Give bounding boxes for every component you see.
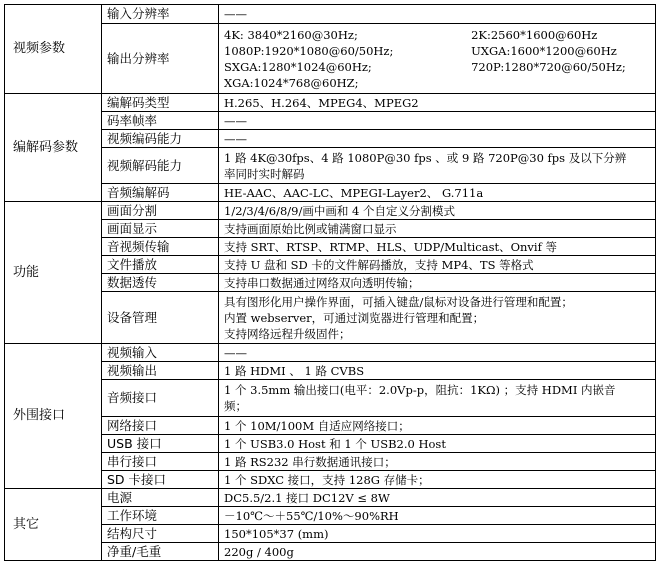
table-row — [5, 435, 656, 453]
value-line: DC5.5/2.1 接口 DC12V ≤ 8W — [224, 490, 390, 505]
table-row — [5, 112, 656, 130]
resolution-grid — [224, 27, 650, 91]
value-line: 1 路 HDMI 、 1 路 CVBS — [224, 363, 365, 378]
table-row — [5, 220, 656, 238]
value-cell — [219, 543, 656, 561]
category-cell: 其它 — [5, 489, 102, 561]
item-cell: SD 卡接口 — [102, 471, 219, 489]
value-line: 频； — [224, 399, 247, 413]
value-line: —— — [224, 113, 247, 128]
item-cell: 净重/毛重 — [102, 543, 219, 561]
value-cell — [219, 471, 656, 489]
resolution-entry: UXGA:1600*1200@60Hz — [471, 43, 617, 58]
value-line: 内置 webserver，可通过浏览器进行管理和配置； — [224, 310, 485, 325]
table-row — [5, 202, 656, 220]
value-cell — [219, 184, 656, 202]
value-cell — [219, 435, 656, 453]
item-cell: 结构尺寸 — [102, 525, 219, 543]
table-row — [5, 471, 656, 489]
value-line: 支持 SRT、RTSP、RTMP、HLS、UDP/Multicast、Onvif 等 — [224, 239, 558, 254]
value-cell — [219, 238, 656, 256]
item-cell: 串行接口 — [102, 453, 219, 471]
category-cell: 外围接口 — [5, 344, 102, 489]
value-line: 支持画面原始比例或铺满窗口显示 — [224, 221, 397, 236]
item-cell: 视频输出 — [102, 362, 219, 380]
item-cell: 网络接口 — [102, 417, 219, 435]
value-cell — [219, 256, 656, 274]
value-line: 1 个 10M/100M 自适应网络接口； — [224, 418, 410, 433]
spec-table — [4, 4, 656, 561]
item-cell: USB 接口 — [102, 435, 219, 453]
value-cell — [219, 148, 656, 184]
table-row — [5, 184, 656, 202]
value-cell — [219, 5, 656, 24]
value-line: －10℃～＋55℃/10%～90%RH — [224, 508, 399, 523]
table-row — [5, 453, 656, 471]
value-line: 150*105*37 (mm) — [224, 526, 329, 541]
item-cell: 文件播放 — [102, 256, 219, 274]
table-row — [5, 525, 656, 543]
table-row — [5, 238, 656, 256]
item-cell: 编解码类型 — [102, 94, 219, 112]
item-cell: 电源 — [102, 489, 219, 507]
value-line: 1 个 3.5mm 输出接口(电平：2.0Vp-p，阻抗：1KΩ) ；支持 HDMI 内嵌音 — [224, 383, 616, 397]
resolution-entry: 720P:1280*720@60/50Hz; — [471, 59, 626, 74]
value-cell — [219, 507, 656, 525]
value-cell — [219, 130, 656, 148]
value-line: 1 个 SDXC 接口，支持 128G 存储卡； — [224, 472, 430, 487]
value-cell — [219, 94, 656, 112]
value-line: —— — [224, 131, 247, 146]
table-row — [5, 274, 656, 292]
item-cell: 工作环境 — [102, 507, 219, 525]
item-cell: 输入分辨率 — [102, 5, 219, 24]
value-cell — [219, 24, 656, 94]
value-line: 支持串口数据通过网络双向透明传输； — [224, 275, 420, 290]
table-row — [5, 344, 656, 362]
table-row — [5, 292, 656, 344]
value-line: —— — [224, 345, 247, 360]
value-line: —— — [224, 7, 247, 21]
table-row — [5, 256, 656, 274]
value-line: 支持网络远程升级固件； — [224, 326, 351, 341]
value-cell — [219, 292, 656, 344]
item-cell: 画面显示 — [102, 220, 219, 238]
value-cell — [219, 362, 656, 380]
table-row — [5, 417, 656, 435]
value-cell — [219, 202, 656, 220]
value-cell — [219, 489, 656, 507]
item-cell: 音视频传输 — [102, 238, 219, 256]
item-cell: 音频接口 — [102, 380, 219, 417]
table-row — [5, 94, 656, 112]
table-row — [5, 24, 656, 94]
resolution-entry — [471, 75, 650, 91]
value-cell — [219, 220, 656, 238]
item-cell: 视频输入 — [102, 344, 219, 362]
value-line: 1 个 USB3.0 Host 和 1 个 USB2.0 Host — [224, 436, 446, 451]
value-line: H.265、H.264、MPEG4、MPEG2 — [224, 95, 419, 110]
table-row — [5, 362, 656, 380]
category-cell: 编解码参数 — [5, 94, 102, 202]
table-row — [5, 5, 656, 24]
value-line: HE-AAC、AAC-LC、MPEGI-Layer2、 G.711a — [224, 185, 484, 200]
item-cell: 设备管理 — [102, 292, 219, 344]
resolution-entry: 4K: 3840*2160@30Hz; — [224, 27, 358, 42]
value-cell — [219, 453, 656, 471]
value-cell — [219, 112, 656, 130]
table-row — [5, 543, 656, 561]
value-line: 1/2/3/4/6/8/9/画中画和 4 个自定义分割模式 — [224, 203, 455, 218]
value-cell — [219, 344, 656, 362]
table-row — [5, 507, 656, 525]
table-row — [5, 148, 656, 184]
item-cell: 视频编码能力 — [102, 130, 219, 148]
value-cell — [219, 417, 656, 435]
value-cell — [219, 274, 656, 292]
value-cell — [219, 525, 656, 543]
value-line: 具有图形化用户操作界面，可插入键盘/鼠标对设备进行管理和配置； — [224, 294, 573, 309]
resolution-entry: SXGA:1280*1024@60Hz; — [224, 59, 372, 74]
category-cell: 功能 — [5, 202, 102, 344]
item-cell: 数据透传 — [102, 274, 219, 292]
item-cell: 画面分割 — [102, 202, 219, 220]
category-cell: 视频参数 — [5, 5, 102, 94]
resolution-entry: XGA:1024*768@60HZ; — [224, 75, 359, 90]
table-row — [5, 130, 656, 148]
item-cell: 音频编解码 — [102, 184, 219, 202]
value-line: 支持 U 盘和 SD 卡的文件解码播放，支持 MP4、TS 等格式 — [224, 257, 534, 272]
table-row — [5, 380, 656, 417]
value-line: 220g / 400g — [224, 544, 294, 559]
item-cell: 视频解码能力 — [102, 148, 219, 184]
table-row — [5, 489, 656, 507]
item-cell: 码率帧率 — [102, 112, 219, 130]
value-line: 1 路 4K@30fps、4 路 1080P@30 fps 、或 9 路 720P@30 fps 及以下分辨 — [224, 150, 627, 165]
value-cell — [219, 380, 656, 417]
value-line: 1 路 RS232 串行数据通讯接口； — [224, 454, 396, 469]
resolution-entry: 1080P:1920*1080@60/50Hz; — [224, 43, 394, 58]
item-cell: 输出分辨率 — [102, 24, 219, 94]
resolution-entry: 2K:2560*1600@60Hz — [471, 27, 598, 42]
value-line: 率同时实时解码 — [224, 166, 305, 181]
